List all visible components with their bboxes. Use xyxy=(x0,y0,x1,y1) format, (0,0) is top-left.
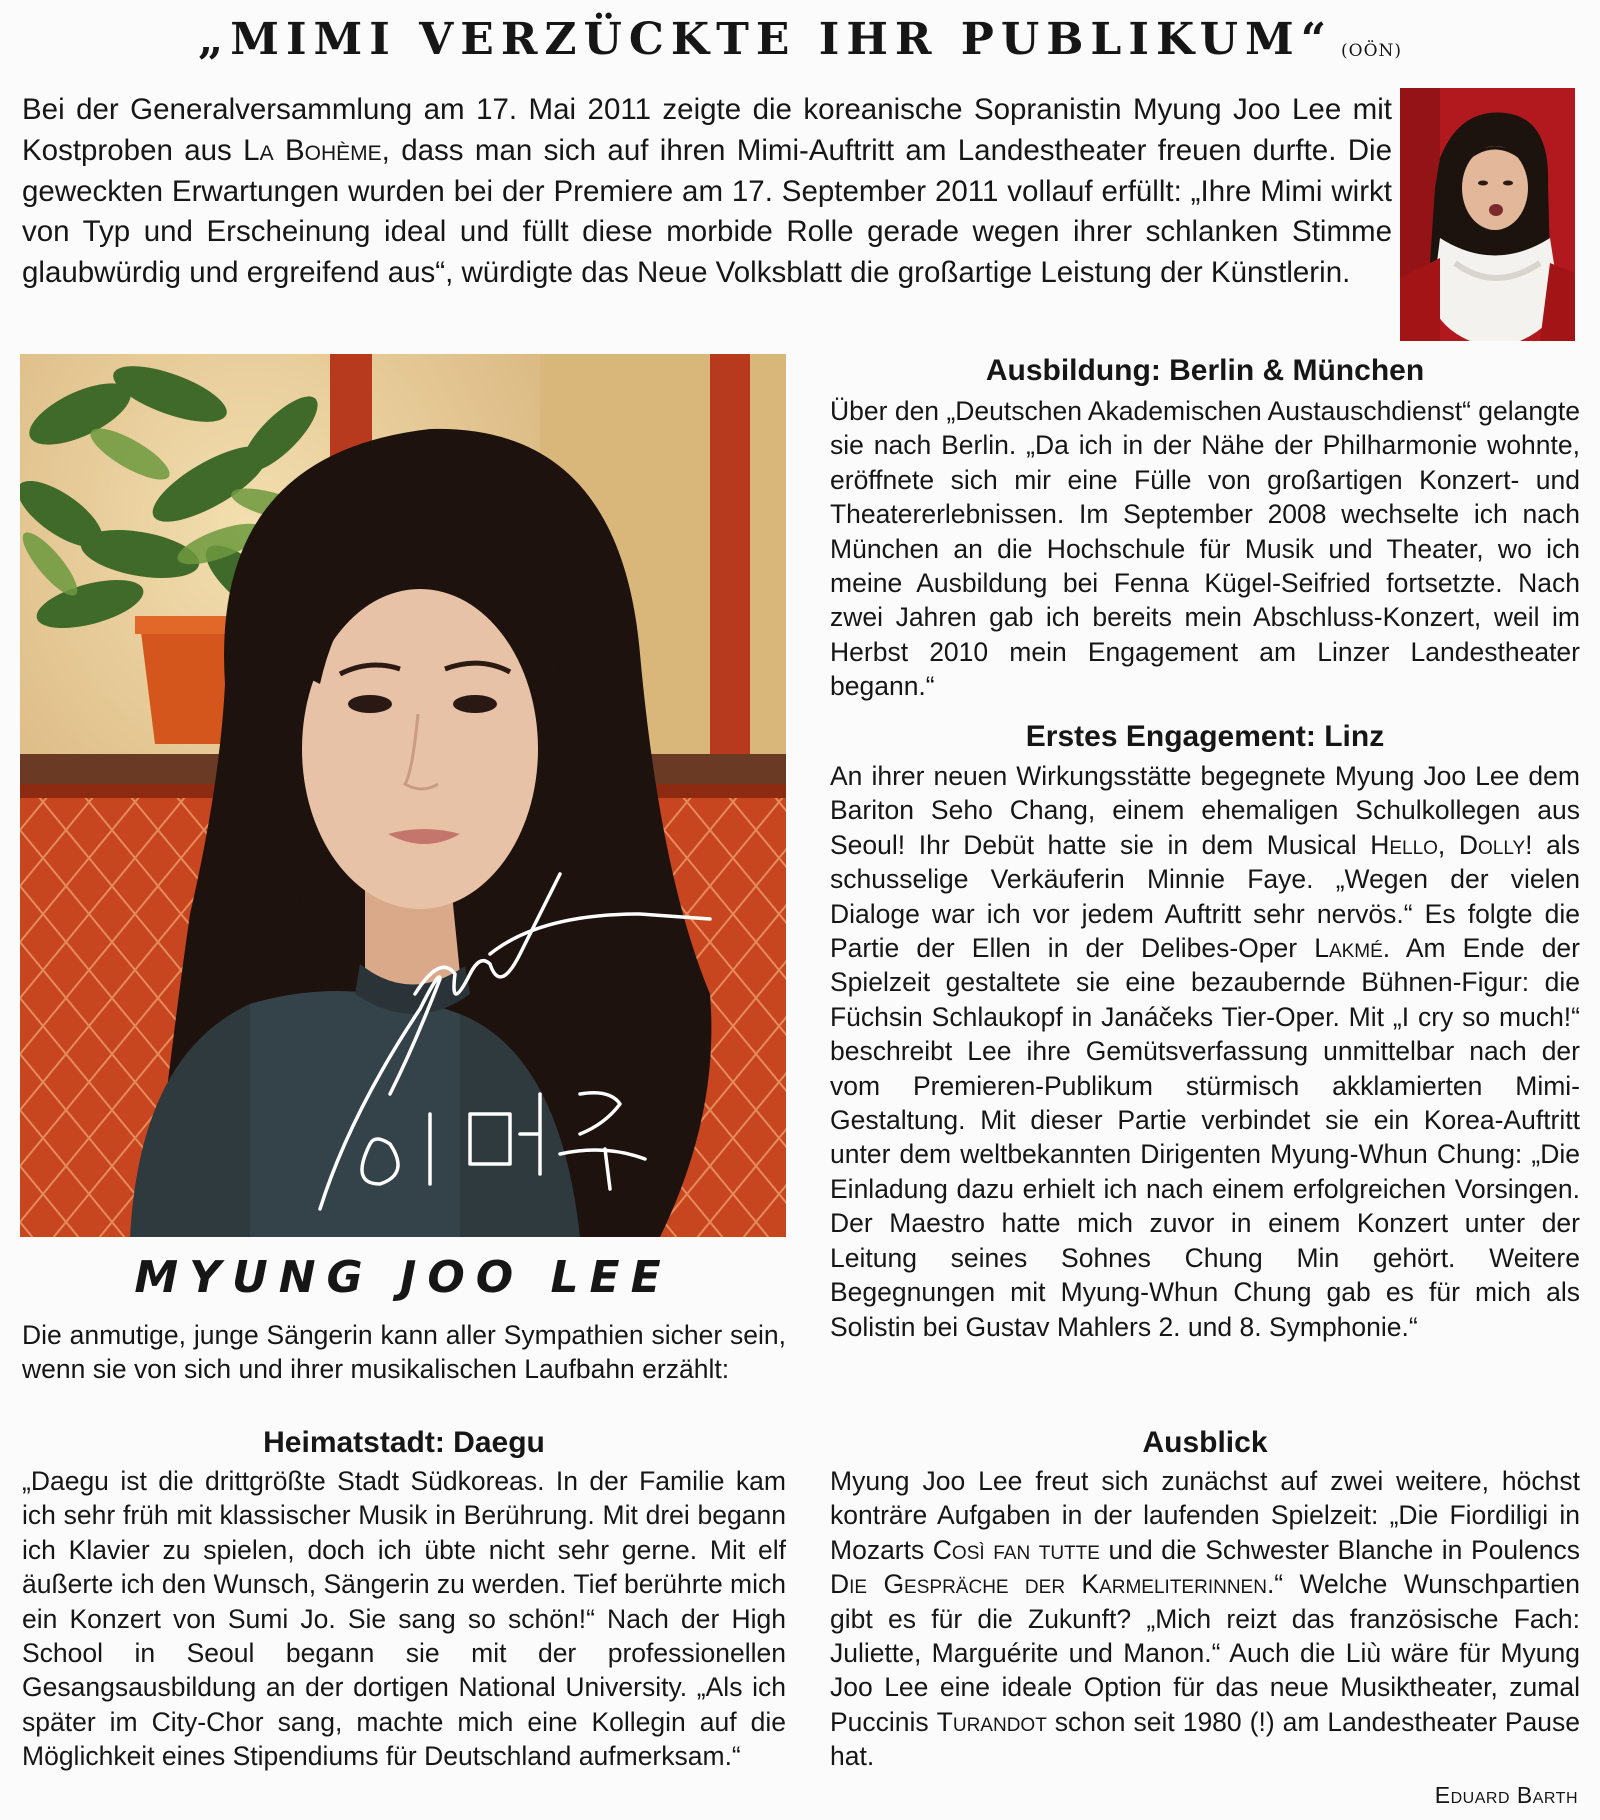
intro-text-1: Bei der Generalversammlung am 17. Mai 2011 zeigte die koreanische Sopranistin Myung Joo Lee mit Kostproben aus xyxy=(22,93,1392,167)
engagement-paragraph xyxy=(830,759,1580,1344)
opera-title-cosi: Così fan tutte xyxy=(932,1534,1100,1565)
portrait-photo xyxy=(20,354,786,1237)
ausblick-text-3: .“ Welche Wunschpartien gibt es für die Zukunft? „Mich reizt das französische Fach: Juliette, Marguérite und Manon.“ Auch die Liù wäre für Myung Joo Lee eine ideale Option für das neue Musiktheater, zumal Puccinis xyxy=(830,1569,1580,1737)
engagement-text-1: An ihrer neuen Wirkungsstätte begegnete Myung Joo Lee dem Bariton Seho Chang, einem ehemaligen Schulkollegen aus Seoul! Ihr Debüt hatte sie in dem Musical xyxy=(830,761,1580,860)
intro-text-2: , dass man sich auf ihren Mimi-Auftritt am Landestheater freuen durfte. Die geweckten Erwartungen wurden bei der Premiere am 17. September 2011 vollauf erfüllt: „Ihre Mimi wirkt von Typ und Erscheinung ideal und füllt diese morbide Rolle gerade wegen ihrer schlanken Stimme glaubwürdig und ergreifend aus“, würdigte das Neue Volksblatt die großartige Leistung der Künstlerin. xyxy=(22,133,1393,290)
intro-paragraph xyxy=(22,90,1392,294)
stage-photo xyxy=(1400,88,1575,341)
headline-title: „MIMI VERZÜCKTE IHR PUBLIKUM“ xyxy=(197,14,1334,65)
ausblick-paragraph xyxy=(830,1464,1580,1774)
singer-name: MYUNG JOO LEE xyxy=(134,1252,672,1303)
opera-title-karmeliterinnen: Die Gespräche der Karmeliterinnen xyxy=(830,1569,1267,1600)
heading-ausblick: Ausblick xyxy=(1142,1426,1268,1459)
lead-paragraph: Die anmutige, junge Sängerin kann aller Sympathien sicher sein, wenn sie von sich und ihrer musikalischen Laufbahn erzählt: xyxy=(22,1320,786,1385)
headline xyxy=(0,14,1600,65)
heading-heimatstadt: Heimatstadt: Daegu xyxy=(263,1426,545,1459)
opera-title-turandot: Turandot xyxy=(936,1706,1047,1737)
heimatstadt-paragraph: „Daegu ist die drittgrößte Stadt Südkoreas. In der Familie kam ich sehr früh mit klassischer Musik in Berührung. Mit drei begann ich Klavier zu spielen, doch ich übte nicht sehr gerne. Mit elf äußerte ich den Wunsch, Sängerin zu werden. Tief berührte mich ein Konzert von Sumi Jo. Sie sang so schön!“ Nach der High School in Seoul begann sie mit der professionellen Gesangsausbildung an der dortigen National University. „Als ich später im City-Chor sang, machte mich eine Kollegin auf die Möglichkeit eines Stipendiums für Deutschland aufmerksam.“ xyxy=(22,1466,786,1772)
author-byline: Eduard Barth xyxy=(1434,1782,1578,1808)
engagement-text-2: als schusselige Verkäuferin Minnie Faye. „Wegen der vielen Dialoge war ich vor jedem Auftritt sehr nervös.“ Es folgte die Partie der Ellen in der Delibes-Oper xyxy=(830,829,1580,964)
ausblick-text-4: schon seit 1980 (!) am Landestheater Pause hat. xyxy=(830,1706,1580,1772)
ausblick-text-2: und die Schwester Blanche in Poulencs xyxy=(1099,1534,1580,1565)
heading-engagement: Erstes Engagement: Linz xyxy=(1025,720,1385,753)
heading-ausbildung: Ausbildung: Berlin & München xyxy=(985,354,1425,387)
ausbildung-paragraph: Über den „Deutschen Akademischen Austauschdienst“ gelangte sie nach Berlin. „Da ich in der Nähe der Philharmonie wohnte, eröffnete sich mir eine Fülle von großartigen Konzert- und Theatererlebnissen. Im September 2008 wechselte ich nach München an die Hochschule für Musik und Theater, wo ich meine Ausbildung bei Fenna Kügel-Seifried fortsetzte. Nach zwei Jahren gab ich bereits mein Abschluss-Konzert, weil im Herbst 2010 mein Engagement am Linzer Landestheater begann.“ xyxy=(830,396,1580,702)
engagement-text-3: . Am Ende der Spielzeit gestaltete sie eine bezaubernde Bühnen-Figur: die Füchsin Schlaukopf in Janáčeks Tier-Oper. Mit „I cry so much!“ beschreibt Lee ihre Gemütsverfassung unmittelbar nach der vom Premieren-Publikum stürmisch akklamierten Mimi-Gestaltung. Mit dieser Partie verbindet sie ein Korea-Auftritt unter dem weltbekannten Dirigenten Myung-Whun Chung: „Die Einladung dazu erhielt ich nach einem erfolgreichen Vorsingen. Der Maestro hatte mich zuvor in einem Konzert unter der Leitung seines Sohnes Chung Min gehört. Weitere Begegnungen mit Myung-Whun Chung gab es für mich als Solistin bei Gustav Mahlers 2. und 8. Symphonie.“ xyxy=(830,933,1580,1342)
headline-source: (OÖN) xyxy=(1341,41,1403,61)
ausblick-text-1: Myung Joo Lee freut sich zunächst auf zwei weitere, höchst konträre Aufgaben in der laufenden Spielzeit: „Die Fiordiligi in Mozarts xyxy=(830,1466,1580,1565)
musical-title: Hello, Dolly! xyxy=(1370,829,1533,860)
intro-opera-title: La Bohème xyxy=(243,133,382,167)
opera-title-lakme: Lakmé xyxy=(1314,933,1383,964)
